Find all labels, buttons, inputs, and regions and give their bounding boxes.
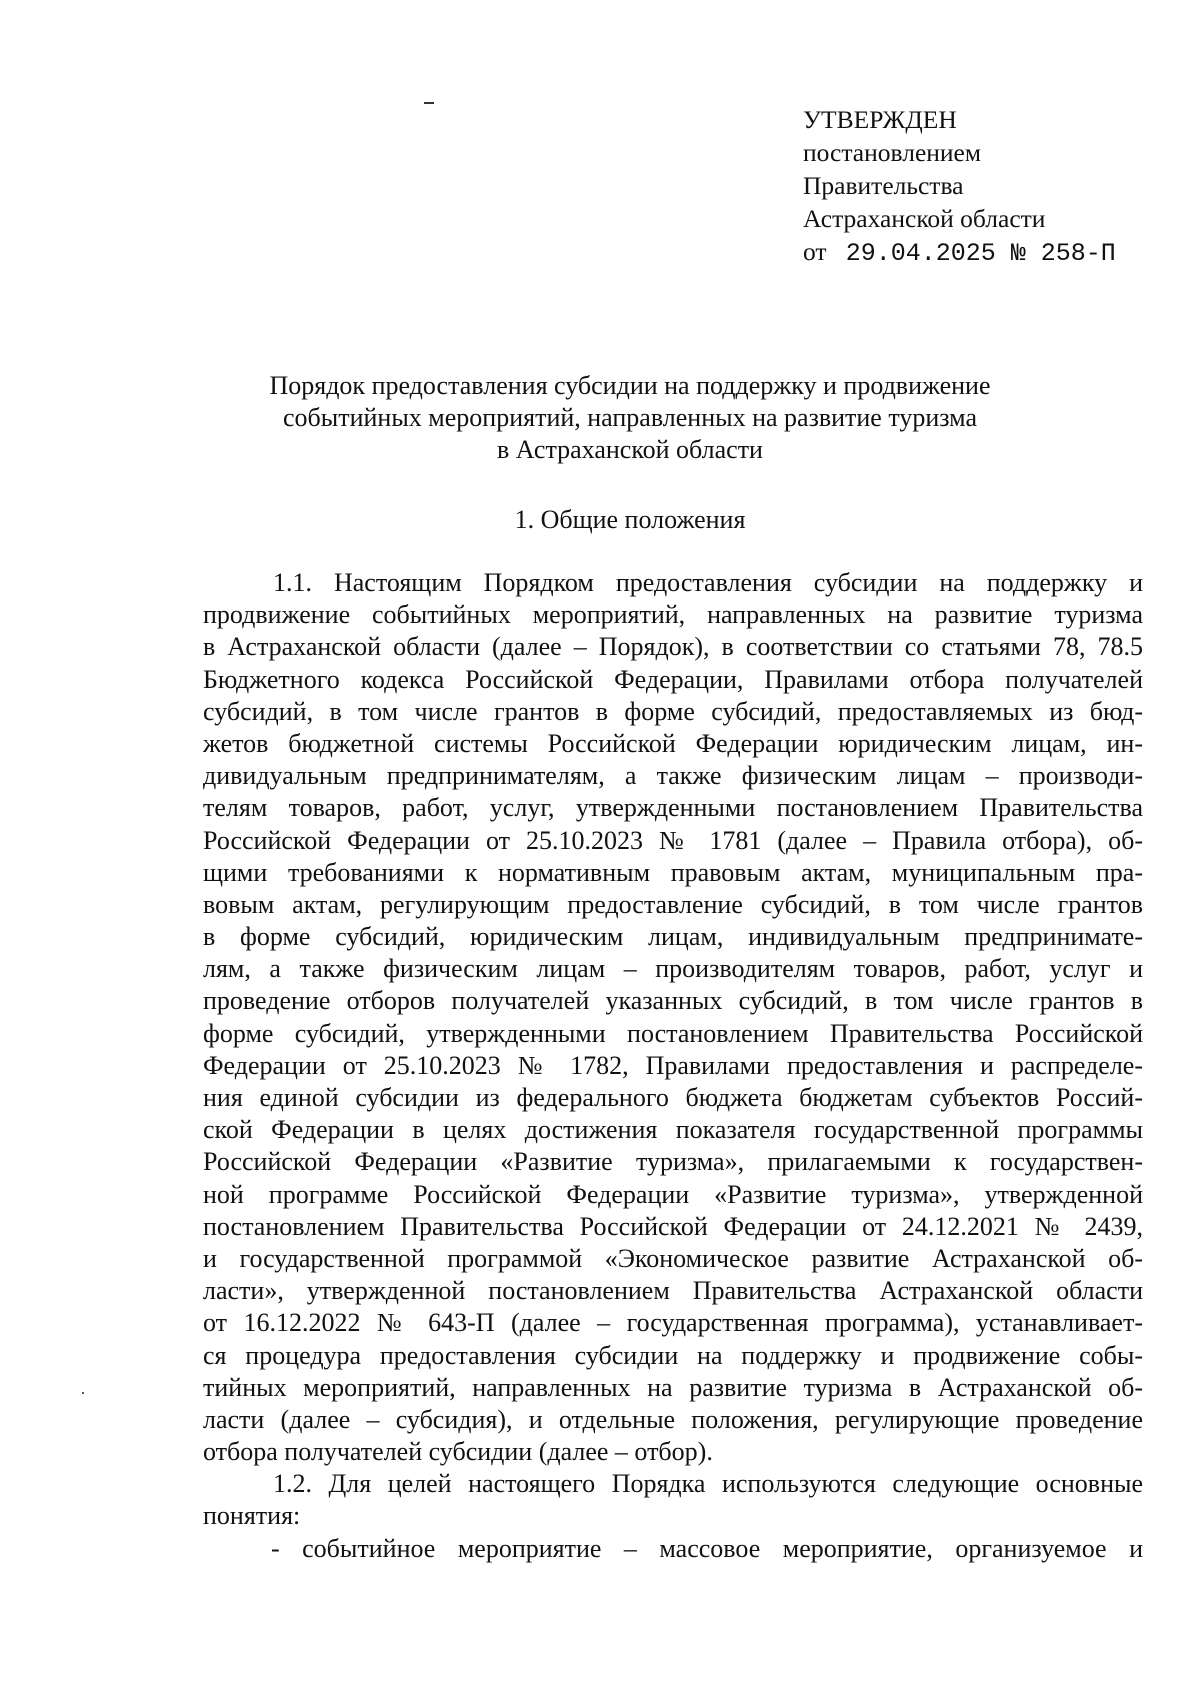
paragraph-line: ся процедура предоставления субсидии на поддержку и продвижение собы-	[203, 1340, 1143, 1370]
paragraph-line: в Астраханской области (далее – Порядок), в соответствии со статьями 78, 78.5	[203, 632, 1143, 662]
paragraph-line: постановлением Правительства Российской Федерации от 24.12.2021 № 2439,	[203, 1211, 1143, 1241]
paragraph-line: субсидий, в том числе грантов в форме субсидий, предоставляемых из бюд-	[203, 696, 1143, 726]
paragraph-line: форме субсидий, утвержденными постановлением Правительства Российской	[203, 1018, 1143, 1048]
title-line: в Астраханской области	[497, 435, 763, 464]
paragraph-line: Бюджетного кодекса Российской Федерации, Правилами отбора получателей	[203, 664, 1143, 694]
paragraph-line: лям, а также физическим лицам – производителям товаров, работ, услуг и	[203, 954, 1143, 984]
approval-line: Правительства	[803, 171, 964, 200]
approval-date-line	[803, 235, 1116, 270]
paragraph-line: понятия:	[203, 1501, 301, 1531]
paragraph-line: дивидуальным предпринимателям, а также физическим лицам – производи-	[203, 761, 1143, 791]
paragraph-line: Российской Федерации «Развитие туризма», прилагаемыми к государствен-	[203, 1147, 1143, 1177]
paragraph-line: 1.2. Для целей настоящего Порядка используются следующие основные	[273, 1469, 1143, 1499]
paragraph-line: отбора получателей субсидии (далее – отбор).	[203, 1437, 713, 1467]
approval-block	[803, 103, 1116, 270]
approval-line: Астраханской области	[803, 204, 1046, 233]
paragraph-line: в форме субсидий, юридическим лицам, индивидуальным предпринимате-	[203, 922, 1143, 952]
paragraph-line: ласти», утвержденной постановлением Правительства Астраханской области	[203, 1276, 1143, 1306]
paragraph-line: ния единой субсидии из федерального бюджета бюджетам субъектов Россий-	[203, 1083, 1143, 1112]
paragraph-line: продвижение событийных мероприятий, направленных на развитие туризма	[203, 600, 1143, 630]
paragraph-line: ской Федерации в целях достижения показателя государственной программы	[203, 1115, 1143, 1145]
paragraph-line: 1.1. Настоящим Порядком предоставления субсидии на поддержку и	[273, 568, 1143, 597]
paragraph-line: телям товаров, работ, услуг, утвержденными постановлением Правительства	[203, 793, 1143, 823]
paragraph-line: жетов бюджетной системы Российской Федерации юридическим лицам, ин-	[203, 728, 1143, 758]
paragraph-line: Российской Федерации от 25.10.2023 № 1781 (далее – Правила отбора), об-	[203, 825, 1143, 855]
approval-date-prefix: от	[803, 237, 827, 266]
approval-date-number: 29.04.2025 № 258-П	[845, 239, 1116, 268]
paragraph-line: от 16.12.2022 № 643-П (далее – государственная программа), устанавливает-	[203, 1308, 1143, 1338]
paragraph-line: и государственной программой «Экономическое развитие Астраханской об-	[203, 1243, 1143, 1273]
paragraph-line: Федерации от 25.10.2023 № 1782, Правилами предоставления и распределе-	[203, 1050, 1143, 1080]
title-line: Порядок предоставления субсидии на поддержку и продвижение	[269, 371, 991, 400]
scan-dot	[82, 1392, 84, 1394]
approval-status: УТВЕРЖДЕН	[803, 105, 957, 134]
paragraph-line: вовым актам, регулирующим предоставление субсидий, в том числе грантов	[203, 889, 1143, 919]
title-line: событийных мероприятий, направленных на развитие туризма	[282, 403, 977, 432]
paragraph-line: тийных мероприятий, направленных на развитие туризма в Астраханской об-	[203, 1372, 1143, 1402]
section-heading: 1. Общие положения	[514, 505, 746, 534]
paragraph-line: щими требованиями к нормативным правовым актам, муниципальным пра-	[203, 857, 1143, 887]
document-title	[180, 370, 1080, 466]
paragraph-line: проведение отборов получателей указанных субсидий, в том числе грантов в	[203, 986, 1143, 1016]
definition-line: - событийное мероприятие – массовое мероприятие, организуемое и	[271, 1533, 1143, 1563]
approval-line: постановлением	[803, 138, 982, 167]
document-body	[203, 567, 1143, 1565]
paragraph-line: ласти (далее – субсидия), и отдельные положения, регулирующие проведение	[203, 1404, 1143, 1434]
paragraph-line: ной программе Российской Федерации «Развитие туризма», утвержденной	[203, 1179, 1143, 1209]
scan-mark	[424, 102, 434, 104]
